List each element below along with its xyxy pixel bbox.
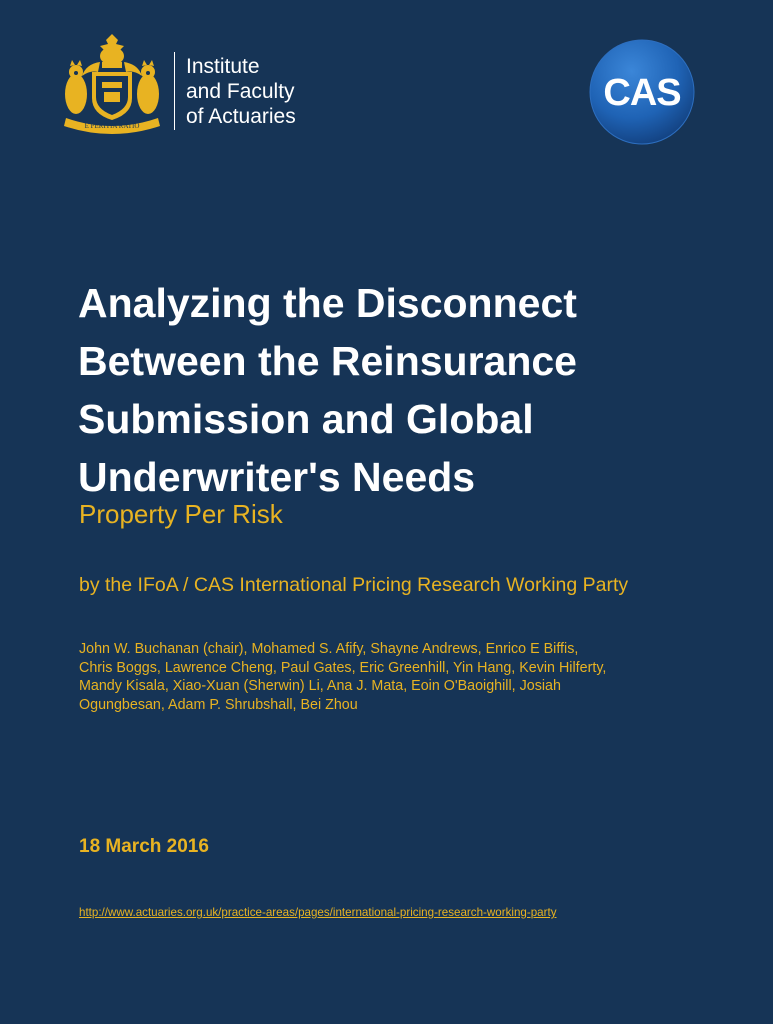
cas-logo (588, 38, 696, 146)
document-title (78, 274, 738, 506)
title-line-2: Between the Reinsurance (78, 338, 577, 384)
author-line-4: Ogungbesan, Adam P. Shrubshall, Bei Zhou (79, 696, 358, 713)
ifoa-logo (62, 32, 322, 136)
publication-date: 18 March 2016 (79, 836, 209, 857)
document-subtitle: Property Per Risk (79, 499, 283, 529)
author-line-2: Chris Boggs, Lawrence Cheng, Paul Gates, Eric Greenhill, Yin Hang, Kevin Hilferty, (79, 659, 607, 676)
source-link[interactable]: http://www.actuaries.org.uk/practice-areas/pages/international-pricing-research-working-party (79, 906, 557, 919)
title-line-4: Underwriter's Needs (78, 454, 476, 500)
author-line-3: Mandy Kisala, Xiao-Xuan (Sherwin) Li, Ana J. Mata, Eoin O'Baoighill, Josiah (79, 678, 561, 694)
ifoa-logo-divider (174, 52, 175, 130)
byline: by the IFoA / CAS International Pricing Research Working Party (79, 574, 629, 596)
ifoa-name-line-3: of Actuaries (186, 105, 296, 128)
ifoa-crest-icon (62, 32, 162, 136)
ifoa-name-line-2: and Faculty (186, 80, 295, 103)
ifoa-name (186, 54, 296, 129)
author-list (79, 640, 719, 714)
author-line-1: John W. Buchanan (chair), Mohamed S. Afify, Shayne Andrews, Enrico E Biffis, (79, 641, 579, 657)
title-line-3: Submission and Global (78, 396, 534, 442)
cas-logo-text: CAS (603, 72, 681, 114)
title-line-1: Analyzing the Disconnect (78, 280, 577, 326)
ifoa-name-line-1: Institute (186, 55, 260, 78)
ifoa-motto: E PERITIA RATIO (84, 122, 140, 130)
